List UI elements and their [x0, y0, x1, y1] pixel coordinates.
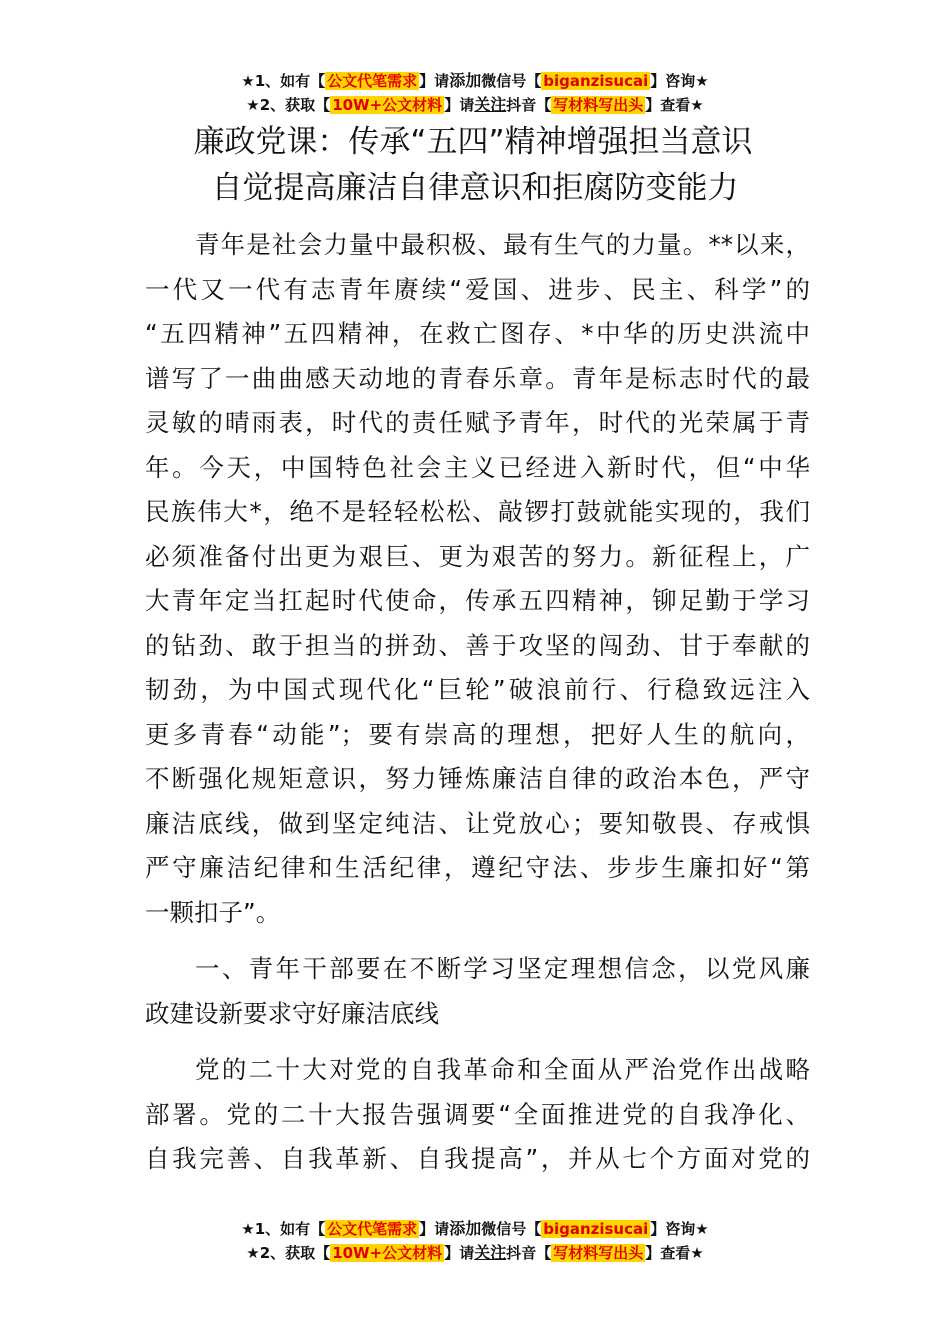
- promo-text: 添加: [449, 1219, 482, 1238]
- promo-text: 关注: [474, 95, 507, 114]
- body-line: 谱写了一曲曲感天动地的青春乐章。青年是标志时代的最: [145, 364, 810, 393]
- promo-text: 关注: [474, 1243, 507, 1262]
- promo-text: 微信号【: [481, 72, 542, 90]
- promo-wechat-id: biganzisucai: [543, 72, 649, 90]
- promo-line-2-top: [0, 94, 950, 116]
- promo-wechat-id: biganzisucai: [543, 1220, 649, 1238]
- promo-douyin-name: 写材料写出头: [553, 1244, 644, 1262]
- promo-text: 】查看★: [645, 96, 704, 114]
- promo-line-1-top: [0, 70, 950, 92]
- promo-text: ★2、获取【: [246, 1244, 331, 1262]
- body-line: 自我完善、自我革新、自我提高”，并从七个方面对党的: [145, 1144, 810, 1173]
- body-line: 一颗扣子”。: [145, 898, 281, 927]
- body-line: 灵敏的晴雨表，时代的责任赋予青年，时代的光荣属于青: [145, 408, 810, 437]
- body-line: 年。今天，中国特色社会主义已经进入新时代，但“中华: [145, 453, 810, 482]
- document-title-line-1: 廉政党课：传承“五四”精神增强担当意识: [193, 124, 753, 160]
- body-line: 一代又一代有志青年赓续“爱国、进步、民主、科学”的: [145, 275, 810, 304]
- promo-text: ★1、如有【: [241, 1220, 326, 1238]
- promo-text: 】请: [419, 72, 450, 90]
- promo-text: 抖音【: [506, 96, 552, 114]
- promo-text: ★1、如有【: [241, 72, 326, 90]
- promo-text: 】咨询★: [650, 1220, 709, 1238]
- promo-text: 】请: [444, 1244, 475, 1262]
- promo-text: 】查看★: [645, 1244, 704, 1262]
- promo-text: 】请: [444, 96, 475, 114]
- promo-line-2-bottom: [0, 1242, 950, 1264]
- promo-text: 】咨询★: [650, 72, 709, 90]
- body-line: 不断强化规矩意识，努力锤炼廉洁自律的政治本色，严守: [145, 764, 810, 793]
- body-line: 部署。党的二十大报告强调要“全面推进党的自我净化、: [145, 1100, 810, 1129]
- promo-highlight: 公文代笔需求: [327, 72, 418, 90]
- body-line: 严守廉洁纪律和生活纪律，遵纪守法、步步生廉扣好“第: [145, 853, 810, 882]
- section-heading-line: 一、青年干部要在不断学习坚定理想信念，以党风廉: [195, 954, 810, 983]
- promo-text: ★2、获取【: [246, 96, 331, 114]
- body-line: 必须准备付出更为艰巨、更为艰苦的努力。新征程上，广: [145, 542, 810, 571]
- promo-highlight: 公文代笔需求: [327, 1220, 418, 1238]
- body-line: 青年是社会力量中最积极、最有生气的力量。**以来，: [195, 230, 810, 259]
- promo-line-1-bottom: [0, 1218, 950, 1240]
- body-line: 更多青春“动能”；要有崇高的理想，把好人生的航向，: [145, 720, 810, 749]
- promo-text: 添加: [449, 71, 482, 90]
- section-heading-line: 政建设新要求守好廉洁底线: [145, 999, 439, 1028]
- body-line: 大青年定当扛起时代使命，传承五四精神，铆足勤于学习: [145, 586, 810, 615]
- document-title-line-2: 自觉提高廉洁自律意识和拒腐防变能力: [211, 170, 739, 206]
- promo-text: 】请: [419, 1220, 450, 1238]
- body-line: 民族伟大*，绝不是轻轻松松、敲锣打鼓就能实现的，我们: [145, 497, 810, 526]
- body-line: 党的二十大对党的自我革命和全面从严治党作出战略: [195, 1055, 810, 1084]
- promo-highlight: 10W+公文材料: [332, 1244, 443, 1262]
- promo-highlight: 10W+公文材料: [332, 96, 443, 114]
- body-line: 廉洁底线，做到坚定纯洁、让党放心；要知敬畏、存戒惧: [145, 809, 810, 838]
- body-line: “五四精神”五四精神，在救亡图存、*中华的历史洪流中: [145, 319, 810, 348]
- promo-text: 抖音【: [506, 1244, 552, 1262]
- promo-douyin-name: 写材料写出头: [553, 96, 644, 114]
- body-line: 的钻劲、敢于担当的拼劲、善于攻坚的闯劲、甘于奉献的: [145, 631, 810, 660]
- body-line: 韧劲，为中国式现代化“巨轮”破浪前行、行稳致远注入: [145, 675, 810, 704]
- promo-text: 微信号【: [481, 1220, 542, 1238]
